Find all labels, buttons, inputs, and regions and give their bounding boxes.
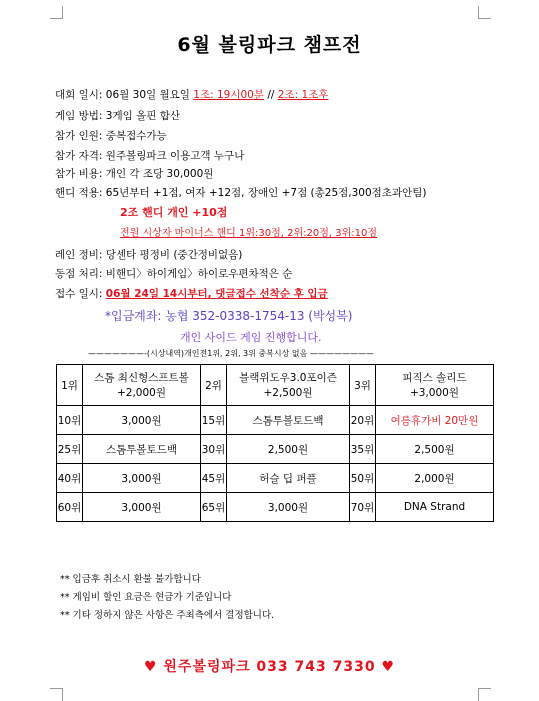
info-people: 참가 인원: 중복접수가능: [55, 130, 167, 142]
rank-cell: 10위: [57, 406, 83, 435]
rank-cell: 35위: [350, 435, 376, 464]
corner-mark-bottom-right: [478, 688, 491, 701]
prize-cell: 3,000원: [83, 493, 201, 522]
prize-cell: 스톰투볼토드백: [227, 406, 350, 435]
page-title: 6월 볼링파크 챔프전: [177, 34, 362, 56]
info-method: 게임 방법: 3게임 올핀 합산: [55, 110, 181, 122]
rank-cell: 70위: [350, 493, 376, 522]
table-row: [57, 435, 494, 464]
rank-cell: 45위: [201, 464, 227, 493]
rank-cell: 1위: [57, 365, 83, 406]
account-info: *입금계좌: 농협 352-0338-1754-13 (박성복): [105, 309, 353, 323]
info-registration: 접수 일시: 06월 24일 14시부터, 댓글접수 선착순 후 입금: [55, 288, 328, 300]
rank-cell: 65위: [201, 493, 227, 522]
footer-contact: ♥ 원주볼링파크 033 743 7330 ♥: [143, 659, 396, 675]
corner-mark-top-left: [50, 6, 63, 19]
prize-cell: 스톰투볼토드백: [83, 435, 201, 464]
prize-cell: 스톰 최신형스프트볼 +2,000원: [83, 365, 201, 406]
prize-cell: 2,500원: [376, 435, 494, 464]
rank-cell: 20위: [350, 406, 376, 435]
info-qualification: 참가 자격: 원주볼링파크 이용고객 누구나: [55, 150, 245, 162]
session1: 1조: 19시00분: [193, 89, 264, 101]
prize-cell: 허슬 딥 퍼플: [227, 464, 350, 493]
rank-cell: 50위: [350, 464, 376, 493]
prize-cell: DNA Strand: [376, 493, 494, 522]
note-other: ** 기타 정하지 않은 사항은 주최측에서 결정합니다.: [60, 610, 275, 621]
prize-cell: 여름휴가비 20만원: [376, 406, 494, 435]
note-cash: ** 게임비 할인 요금은 현금가 기준입니다: [60, 592, 232, 603]
info-date: 대회 일시: 06월 30일 월요일 1조: 19시00분 // 2조: 1조후: [55, 89, 329, 101]
side-game-note: 개인 사이드 게임 진행합니다.: [180, 331, 322, 344]
info-lane: 레인 정비: 당센타 평정비 (중간정비없음): [55, 249, 243, 261]
prize-header: ———————-(시상내역)개인전1위, 2위, 3위 중복시상 없음 ————————: [88, 349, 374, 358]
prize-cell: 블랙위도우3.0포이즌 +2,500원: [227, 365, 350, 406]
prize-table: [56, 364, 494, 522]
rank-cell: 60위: [57, 493, 83, 522]
prize-cell: 피직스 솔리드 +3,000원: [376, 365, 494, 406]
info-handicap: 핸디 적용: 65년부터 +1점, 여자 +12점, 장애인 +7점 (총25점,300점초과안팀): [55, 187, 427, 199]
prize-cell: 3,000원: [227, 493, 350, 522]
handicap-group: 2조 핸디 개인 +10점: [120, 206, 228, 219]
note-refund: ** 입금후 취소시 환불 불가합니다: [60, 574, 201, 585]
rank-cell: 3위: [350, 365, 376, 406]
rank-cell: 25위: [57, 435, 83, 464]
table-row: [57, 493, 494, 522]
prize-cell: 2,500원: [227, 435, 350, 464]
corner-mark-top-right: [478, 6, 491, 19]
prize-top-row: [57, 365, 494, 406]
table-row: [57, 464, 494, 493]
prize-cell: 3,000원: [83, 464, 201, 493]
session2: 2조: 1조후: [277, 89, 329, 101]
rank-cell: 2위: [201, 365, 227, 406]
table-row: [57, 406, 494, 435]
info-tie: 동점 처리: 비핸디〉하이게임〉하이로우편차적은 순: [55, 268, 293, 280]
prize-cell: 2,000원: [376, 464, 494, 493]
rank-cell: 15위: [201, 406, 227, 435]
rank-cell: 40위: [57, 464, 83, 493]
info-fee: 참가 비용: 개인 각 조당 30,000원: [55, 168, 214, 180]
corner-mark-bottom-left: [50, 688, 63, 701]
handicap-award: 전원 시상자 마이너스 핸디 1위:30점, 2위:20점, 3위:10점: [120, 228, 378, 239]
rank-cell: 30위: [201, 435, 227, 464]
prize-cell: 3,000원: [83, 406, 201, 435]
